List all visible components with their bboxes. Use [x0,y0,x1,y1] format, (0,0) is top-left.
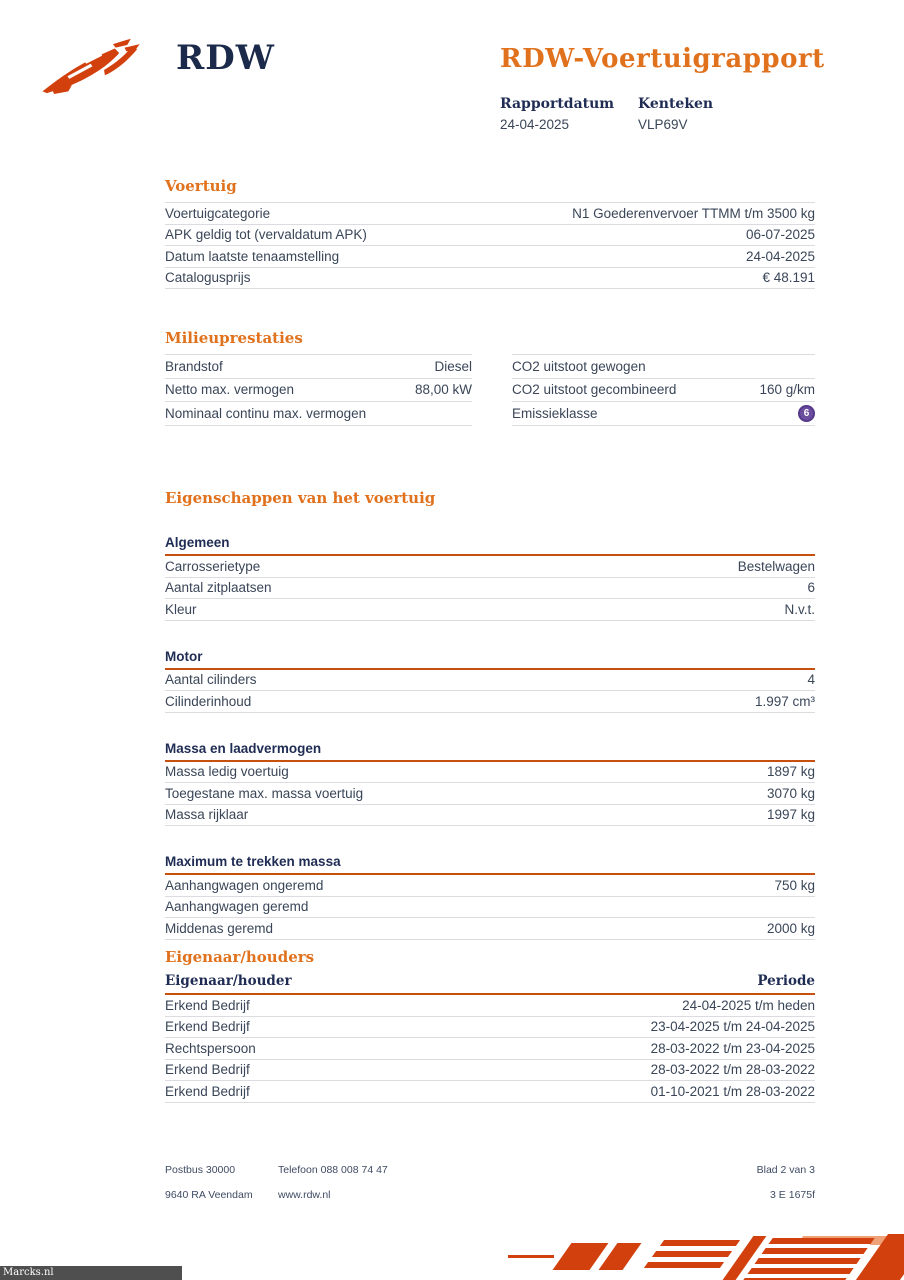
rdw-logo-icon [38,36,154,103]
milieu-columns [165,354,815,426]
table-row [165,897,815,919]
row-value: 750 kg [774,877,815,893]
owner-period: 23-04-2025 t/m 24-04-2025 [650,1019,815,1035]
table-row [165,355,472,379]
row-value: 1.997 cm³ [754,693,815,709]
row-label: Voertuigcategorie [165,205,271,221]
row-value: Bestelwagen [737,558,815,574]
table-row [165,691,815,713]
owner-name: Erkend Bedrijf [165,997,250,1013]
table-row [165,1081,815,1103]
row-value: 1897 kg [766,764,815,780]
emissieklasse-badge-wrap [798,404,815,422]
table-row [165,783,815,805]
table-row [165,556,815,578]
owner-name: Rechtspersoon [165,1040,256,1056]
footer-page-number: Blad 2 van 3 [756,1164,815,1176]
section-title: Eigenaar/houders [165,948,315,966]
table-row [165,578,815,600]
footer-line-2 [165,1189,815,1201]
voertuig-table [165,202,815,289]
milieu-right-column [512,354,815,426]
row-value: 1997 kg [766,807,815,823]
table-row [512,379,815,403]
watermark-shape [644,1262,724,1268]
subsection-massa [165,741,815,827]
table-row [165,995,815,1017]
owner-name: Erkend Bedrijf [165,1083,250,1099]
footer-phone: Telefoon 088 008 74 47 [278,1164,388,1176]
section-title: Milieuprestaties [165,329,303,347]
owner-period: 28-03-2022 t/m 28-03-2022 [650,1062,815,1078]
row-value: 2000 kg [766,920,815,936]
watermark-shape [652,1251,732,1257]
subsection-motor [165,649,815,713]
watermark-shape [508,1255,554,1258]
section-voertuig [165,177,815,289]
row-label: Datum laatste tenaamstelling [165,248,340,264]
emissieklasse-badge: 6 [798,405,815,422]
report-meta [500,96,815,132]
section-title: Voertuig [165,177,237,195]
table-row [165,599,815,621]
row-value: 6 [807,580,815,596]
section-title: Eigenschappen van het voertuig [165,489,436,507]
table-row [165,402,472,426]
row-value: 160 g/km [759,382,815,398]
owner-name: Erkend Bedrijf [165,1062,250,1078]
report-header [500,44,825,132]
section-milieuprestaties [165,329,815,426]
footer-line-1 [165,1164,815,1176]
footer-doc-code: 3 E 1675f [770,1189,815,1201]
milieu-left-column [165,354,472,426]
subsection-trekken [165,854,815,940]
row-value: Diesel [434,358,472,374]
row-label: Kleur [165,601,197,617]
subsection-title: Maximum te trekken massa [165,854,815,875]
footer-address-line2: 9640 RA Veendam [165,1189,253,1201]
table-row [165,1060,815,1082]
row-value: € 48.191 [762,270,815,286]
row-label: Aanhangwagen geremd [165,899,309,915]
owner-period: 28-03-2022 t/m 23-04-2025 [650,1040,815,1056]
row-label: Netto max. vermogen [165,382,295,398]
table-row [165,918,815,940]
table-row [165,203,815,225]
table-row [165,225,815,247]
report-title: RDW-Voertuigrapport [500,44,825,74]
row-value: N1 Goederenvervoer TTMM t/m 3500 kg [572,205,815,221]
owner-name: Erkend Bedrijf [165,1019,250,1035]
row-value: 4 [807,672,815,688]
row-label: Massa rijklaar [165,807,249,823]
row-label: Aantal zitplaatsen [165,580,272,596]
row-label: Emissieklasse [512,405,598,421]
watermark-shape [660,1240,740,1246]
table-row [165,268,815,290]
table-row [165,875,815,897]
row-label: APK geldig tot (vervaldatum APK) [165,227,367,243]
table-row [165,1038,815,1060]
table-row [165,1017,815,1039]
owner-period: 24-04-2025 t/m heden [682,997,815,1013]
subsection-algemeen [165,535,815,621]
row-label: CO2 uitstoot gecombineerd [512,382,677,398]
meta-label: Kenteken [638,96,714,112]
table-row [165,379,472,403]
row-label: Brandstof [165,358,223,374]
table-row [165,762,815,784]
owner-period: 01-10-2021 t/m 28-03-2022 [650,1083,815,1099]
footer-address-line1: Postbus 30000 [165,1164,236,1176]
row-label: CO2 uitstoot gewogen [512,358,646,374]
row-label: Carrosserietype [165,558,261,574]
subsection-title: Motor [165,649,815,670]
owners-table-header [165,973,815,995]
footer-website: www.rdw.nl [278,1189,331,1201]
rdw-brand [38,36,275,103]
meta-label: Rapportdatum [500,96,615,112]
row-label: Middenas geremd [165,920,274,936]
row-label: Aanhangwagen ongeremd [165,877,324,893]
meta-value: VLP69V [638,117,688,132]
row-label: Catalogusprijs [165,270,251,286]
rdw-logo-text: RDW [176,38,275,78]
watermark-shape [743,1238,874,1280]
status-bar-link-hint: Marcks.nl [0,1266,182,1280]
row-value: 24-04-2025 [745,248,815,264]
watermark-logo-graphic [500,1234,904,1280]
row-label: Cilinderinhoud [165,693,252,709]
page-footer [165,1164,815,1214]
row-label: Toegestane max. massa voertuig [165,785,364,801]
subsection-title: Massa en laadvermogen [165,741,815,762]
meta-rapportdatum [500,96,638,132]
table-row [512,355,815,379]
table-row [165,670,815,692]
row-label: Massa ledig voertuig [165,764,289,780]
row-value: 06-07-2025 [745,227,815,243]
row-value: 88,00 kW [414,382,472,398]
table-row [512,402,815,426]
section-eigenaar [165,948,815,1103]
section-eigenschappen [165,489,815,940]
meta-value: 24-04-2025 [500,117,570,132]
table-row [165,805,815,827]
table-row [165,246,815,268]
row-value: 3070 kg [766,785,815,801]
row-label: Nominaal continu max. vermogen [165,405,367,421]
column-header-owner: Eigenaar/houder [165,973,292,989]
subsection-title: Algemeen [165,535,815,556]
column-header-period: Periode [757,973,815,989]
row-value: N.v.t. [784,601,815,617]
meta-kenteken [638,96,776,132]
row-label: Aantal cilinders [165,672,257,688]
